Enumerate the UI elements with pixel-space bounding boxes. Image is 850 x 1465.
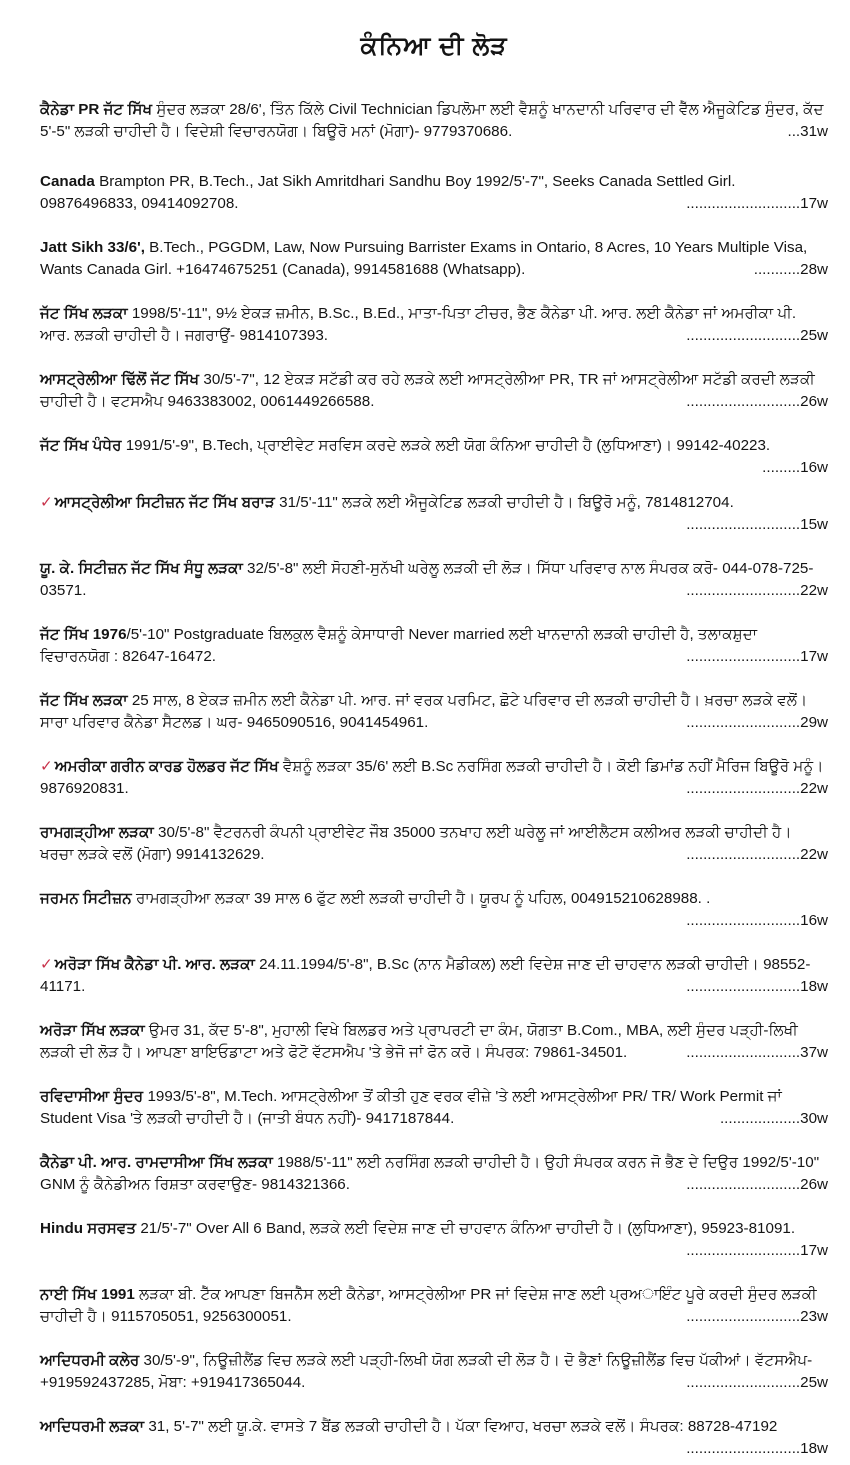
classified-ad: [40, 558, 828, 602]
classified-ad: [40, 171, 828, 215]
ad-reference-code: ...........................17w: [686, 195, 828, 212]
classified-ad: [40, 1284, 828, 1328]
classified-ad: [40, 237, 828, 281]
ad-reference-code: ...........................18w: [686, 978, 828, 995]
ad-headline: ਜੱਟ ਸਿੱਖ 1976: [40, 626, 127, 643]
ad-reference-code: ...........................37w: [686, 1044, 828, 1061]
ad-text: ਰਾਮਗੜ੍ਹੀਆ ਲੜਕਾ 39 ਸਾਲ 6 ਫੁੱਟ ਲਈ ਲੜਕੀ ਚਾਹੀਦੀ ਹੈ। ਯੂਰਪ ਨੂੰ ਪਹਿਲ, 004915210628988. .: [131, 890, 711, 907]
ad-reference-code: ...........................15w: [686, 516, 828, 533]
ad-text: ਲੜਕਾ ਬੀ. ਟੈੱਕ ਆਪਣਾ ਬਿਜਨੈੱਸ ਲਈ ਕੈਨੇਡਾ, ਆਸਟ੍ਰੇਲੀਆ PR ਜਾਂ ਵਿਦੇਸ਼ ਜਾਣ ਲਈ ਪ੍ਰਅਾਇੰਟ ਪੂਰੇ ਕਰਦੀ ਸੁੰਦਰ ਲੜਕੀ ਚਾਹੀਦੀ ਹੈ। 9115705051, 9256300051.: [40, 1286, 817, 1325]
ad-reference-code: ...........................26w: [686, 1176, 828, 1193]
ad-headline: ਆਸਟ੍ਰੇਲੀਆ ਢਿੱਲੋਂ ਜੱਟ ਸਿੱਖ: [40, 371, 200, 388]
ad-headline: ਅਰੋੜਾ ਸਿੱਖ ਲੜਕਾ: [40, 1022, 145, 1039]
ad-reference-code: ...........................22w: [686, 846, 828, 863]
checkmark-icon: ✓: [40, 494, 53, 511]
ad-text: 32/5'-8" ਲਈ ਸੋਹਣੀ-ਸੁਨੱਖੀ ਘਰੇਲੂ ਲੜਕੀ ਦੀ ਲੋੜ। ਸਿੱਧਾ ਪਰਿਵਾਰ ਨਾਲ ਸੰਪਰਕ ਕਰੋ- 044-078-725-03571.: [40, 560, 814, 599]
ad-headline: ਜੱਟ ਸਿੱਖ ਲੜਕਾ: [40, 692, 128, 709]
ad-reference-code: ...........28w: [753, 261, 828, 278]
ad-reference-code: ...........................22w: [686, 780, 828, 797]
ad-headline: ਰਵਿਦਾਸੀਆ ਸੁੰਦਰ: [40, 1088, 144, 1105]
ad-text: 30/5'-9", ਨਿਊਜ਼ੀਲੈਂਡ ਵਿਚ ਲੜਕੇ ਲਈ ਪੜ੍ਹੀ-ਲਿਖੀ ਯੋਗ ਲੜਕੀ ਦੀ ਲੋੜ ਹੈ। ਦੋ ਭੈਣਾਂ ਨਿਊਜ਼ੀਲੈਂਡ ਵਿਚ ਪੱਕੀਆਂ। ਵੱਟਸਐਪ- +919592437285, ਮੋਬਾ: +919417365044.: [40, 1352, 813, 1391]
ad-text: 1991/5'-9", B.Tech, ਪ੍ਰਾਈਵੇਟ ਸਰਵਿਸ ਕਰਦੇ ਲੜਕੇ ਲਈ ਯੋਗ ਕੰਨਿਆ ਚਾਹੀਦੀ ਹੈ (ਲੁਧਿਆਣਾ)। 99142-40223.: [121, 437, 771, 454]
ad-headline: ਅਰੋੜਾ ਸਿੱਖ ਕੈਨੇਡਾ ਪੀ. ਆਰ. ਲੜਕਾ: [54, 956, 255, 973]
ad-reference-code: .........16w: [762, 459, 828, 476]
ad-text: 31/5'-11" ਲੜਕੇ ਲਈ ਐਜੂਕੇਟਿਡ ਲੜਕੀ ਚਾਹੀਦੀ ਹੈ। ਬਿਊਰੋ ਮਨੂੰ, 7814812704.: [274, 494, 734, 511]
ad-text: B.Tech., PGGDM, Law, Now Pursuing Barrister Exams in Ontario, 8 Acres, 10 Years Multiple Visa, Wants Canada Girl. +16474675251 (Canada), 9914581688 (Whatsapp).: [40, 239, 808, 278]
classified-ad: [40, 1020, 828, 1064]
ad-headline: ਜੱਟ ਸਿੱਖ ਲੜਕਾ: [40, 305, 128, 322]
ad-reference-code: ...........................25w: [686, 327, 828, 344]
ad-headline: ਯੂ. ਕੇ. ਸਿਟੀਜ਼ਨ ਜੱਟ ਸਿੱਖ ਸੰਧੂ ਲੜਕਾ: [40, 560, 243, 577]
classified-ad: [40, 822, 828, 866]
ad-reference-code: ...31w: [787, 123, 828, 140]
ad-headline: ਰਾਮਗੜ੍ਹੀਆ ਲੜਕਾ: [40, 824, 154, 841]
ad-text: ਸੁੰਦਰ ਲੜਕਾ 28/6', ਤਿੰਨ ਕਿੱਲੇ Civil Technician ਡਿਪਲੋਮਾ ਲਈ ਵੈਸ਼ਨੂੰ ਖਾਨਦਾਨੀ ਪਰਿਵਾਰ ਦੀ ਵੈੱਲ ਐਜੂਕੇਟਿਡ ਸੁੰਦਰ, ਕੱਦ 5'-5" ਲੜਕੀ ਚਾਹੀਦੀ ਹੈ। ਵਿਦੇਸ਼ੀ ਵਿਚਾਰਨਯੋਗ। ਬਿਊਰੋ ਮਨਾਂ (ਮੋਗਾ)- 9779370686.: [40, 101, 824, 140]
ad-reference-code: ...................30w: [719, 1110, 828, 1127]
classified-ad: [40, 492, 828, 536]
ad-reference-code: ...........................16w: [686, 912, 828, 929]
ad-headline: Jatt Sikh 33/6',: [40, 239, 145, 256]
ad-text: ਵੈਸ਼ਨੂੰ ਲੜਕਾ 35/6' ਲਈ B.Sc ਨਰਸਿੰਗ ਲੜਕੀ ਚਾਹੀਦੀ ਹੈ। ਕੋਈ ਡਿਮਾਂਡ ਨਹੀਂ ਮੈਰਿਜ ਬਿਊਰੋ ਮਨੂੰ। 9876920831.: [40, 758, 824, 797]
ad-headline: ਜਰਮਨ ਸਿਟੀਜ਼ਨ: [40, 890, 132, 907]
ad-headline: Canada: [40, 173, 95, 190]
ad-reference-code: ...........................29w: [686, 714, 828, 731]
ad-text: 25 ਸਾਲ, 8 ਏਕੜ ਜ਼ਮੀਨ ਲਈ ਕੈਨੇਡਾ ਪੀ. ਆਰ. ਜਾਂ ਵਰਕ ਪਰਮਿਟ, ਛੋਟੇ ਪਰਿਵਾਰ ਦੀ ਲੜਕੀ ਚਾਹੀਦੀ ਹੈ। ਖ਼ਰਚਾ ਲੜਕੇ ਵਲੋਂ। ਸਾਰਾ ਪਰਿਵਾਰ ਕੈਨੇਡਾ ਸੈਟਲਡ। ਘਰ- 9465090516, 9041454961.: [40, 692, 808, 731]
classified-ad: [40, 624, 828, 668]
classified-ad: [40, 369, 828, 413]
ad-headline: ਆਦਿਧਰਮੀ ਲੜਕਾ: [40, 1418, 145, 1435]
ad-reference-code: ...........................17w: [686, 1242, 828, 1259]
ad-headline: ਕੈਨੇਡਾ ਪੀ. ਆਰ. ਰਾਮਦਾਸੀਆ ਸਿੱਖ ਲੜਕਾ: [40, 1154, 273, 1171]
ad-headline: ਕੈਨੇਡਾ PR ਜੱਟ ਸਿੱਖ: [40, 101, 153, 118]
ad-text: 30/5'-8" ਵੈਟਰਨਰੀ ਕੰਪਨੀ ਪ੍ਰਾਈਵੇਟ ਜੌਬ 35000 ਤਨਖਾਹ ਲਈ ਘਰੇਲੂ ਜਾਂ ਆਈਲੈਟਸ ਕਲੀਅਰ ਲੜਕੀ ਚਾਹੀਦੀ ਹੈ। ਖਰਚਾ ਲੜਕੇ ਵਲੋਂ (ਮੋਗਾ) 9914132629.: [40, 824, 792, 863]
page-title: ਕੰਨਿਆ ਦੀ ਲੋੜ: [360, 32, 508, 60]
ad-text: ਉਮਰ 31, ਕੱਦ 5'-8", ਮੁਹਾਲੀ ਵਿਖੇ ਬਿਲਡਰ ਅਤੇ ਪ੍ਰਾਪਰਟੀ ਦਾ ਕੰਮ, ਯੋਗਤਾ B.Com., MBA, ਲਈ ਸੁੰਦਰ ਪੜ੍ਹੀ-ਲਿਖੀ ਲੜਕੀ ਦੀ ਲੋੜ ਹੈ। ਆਪਣਾ ਬਾਇਓਡਾਟਾ ਅਤੇ ਫੋਟੋ ਵੱਟਸਐਪ 'ਤੇ ਭੇਜੋ ਜਾਂ ਫੋਨ ਕਰੋ। ਸੰਪਰਕ: 79861-34501.: [40, 1022, 798, 1061]
classified-ad: [40, 99, 828, 143]
classified-ad: [40, 1152, 828, 1196]
ad-headline: Hindu ਸਰਸਵਤ: [40, 1220, 137, 1237]
classified-ad: [40, 1416, 828, 1460]
ad-headline: ਆਦਿਧਰਮੀ ਕਲੇਰ: [40, 1352, 140, 1369]
ad-reference-code: ...........................17w: [686, 648, 828, 665]
classified-ad: [40, 756, 828, 800]
ad-reference-code: ...........................25w: [686, 1374, 828, 1391]
ad-text: 31, 5'-7" ਲਈ ਯੂ.ਕੇ. ਵਾਸਤੇ 7 ਬੈਂਡ ਲੜਕੀ ਚਾਹੀਦੀ ਹੈ। ਪੱਕਾ ਵਿਆਹ, ਖਰਚਾ ਲੜਕੇ ਵਲੋਂ। ਸੰਪਰਕ: 88728-47192: [144, 1418, 778, 1435]
ad-reference-code: ...........................18w: [686, 1440, 828, 1457]
ad-text: 30/5'-7", 12 ਏਕੜ ਸਟੱਡੀ ਕਰ ਰਹੇ ਲੜਕੇ ਲਈ ਆਸਟ੍ਰੇਲੀਆ PR, TR ਜਾਂ ਆਸਟ੍ਰੇਲੀਆ ਸਟੱਡੀ ਕਰਦੀ ਲੜਕੀ ਚਾਹੀਦੀ ਹੈ। ਵਟਸਐਪ 9463383002, 0061449266588.: [40, 371, 815, 410]
classified-ad: [40, 1350, 828, 1394]
ad-text: 1988/5'-11" ਲਈ ਨਰਸਿੰਗ ਲੜਕੀ ਚਾਹੀਦੀ ਹੈ। ਉਹੀ ਸੰਪਰਕ ਕਰਨ ਜੋ ਭੈਣ ਦੇ ਦਿਉਰ 1992/5'-10" GNM ਨੂੰ ਕੈਨੇਡੀਅਨ ਰਿਸ਼ਤਾ ਕਰਵਾਉਣ- 9814321366.: [40, 1154, 820, 1193]
classified-ad: [40, 1086, 828, 1130]
ad-headline: ਜੱਟ ਸਿੱਖ ਪੰਧੇਰ: [40, 437, 122, 454]
ad-text: Brampton PR, B.Tech., Jat Sikh Amritdhari Sandhu Boy 1992/5'-7", Seeks Canada Settled Girl. 09876496833, 09414092708.: [40, 173, 736, 212]
ad-headline: ਨਾਈ ਸਿੱਖ 1991: [40, 1286, 135, 1303]
ad-text: /5'-10" Postgraduate ਬਿਲਕੁਲ ਵੈਸ਼ਨੂੰ ਕੇਸਾਧਾਰੀ Never married ਲਈ ਖਾਨਦਾਨੀ ਲੜਕੀ ਚਾਹੀਦੀ ਹੈ, ਤਲਾਕਸ਼ੁਦਾ ਵਿਚਾਰਨਯੋਗ : 82647-16472.: [40, 626, 758, 665]
ad-text: 1993/5'-8", M.Tech. ਆਸਟ੍ਰੇਲੀਆ ਤੋਂ ਕੀਤੀ ਹੁਣ ਵਰਕ ਵੀਜ਼ੇ 'ਤੇ ਲਈ ਆਸਟ੍ਰੇਲੀਆ PR/ TR/ Work Permit ਜਾਂ Student Visa 'ਤੇ ਲੜਕੀ ਚਾਹੀਦੀ ਹੈ। (ਜਾਤੀ ਬੰਧਨ ਨਹੀਂ)- 9417187844.: [40, 1088, 782, 1127]
ad-text: 1998/5'-11", 9½ ਏਕੜ ਜ਼ਮੀਨ, B.Sc., B.Ed., ਮਾਤਾ-ਪਿਤਾ ਟੀਚਰ, ਭੈਣ ਕੈਨੇਡਾ ਪੀ. ਆਰ. ਲਈ ਕੈਨੇਡਾ ਜਾਂ ਅਮਰੀਕਾ ਪੀ. ਆਰ. ਲੜਕੀ ਚਾਹੀਦੀ ਹੈ। ਜਗਰਾਉਂ- 9814107393.: [40, 305, 797, 344]
ads-list: [40, 99, 828, 1460]
checkmark-icon: ✓: [40, 758, 53, 775]
ad-headline: ਅਮਰੀਕਾ ਗਰੀਨ ਕਾਰਡ ਹੋਲਡਰ ਜੱਟ ਸਿੱਖ: [54, 758, 279, 775]
ad-text: 24.11.1994/5'-8", B.Sc (ਨਾਨ ਮੈਡੀਕਲ) ਲਈ ਵਿਦੇਸ਼ ਜਾਣ ਦੀ ਚਾਹਵਾਨ ਲੜਕੀ ਚਾਹੀਦੀ। 98552-41171.: [40, 956, 811, 995]
ad-text: 21/5'-7" Over All 6 Band, ਲੜਕੇ ਲਈ ਵਿਦੇਸ਼ ਜਾਣ ਦੀ ਚਾਹਵਾਨ ਕੰਨਿਆ ਚਾਹੀਦੀ ਹੈ। (ਲੁਧਿਆਣਾ), 95923-81091.: [136, 1220, 796, 1237]
classified-ad: [40, 303, 828, 347]
ad-reference-code: ...........................23w: [686, 1308, 828, 1325]
classified-ad: [40, 888, 828, 932]
checkmark-icon: ✓: [40, 956, 53, 973]
ad-headline: ਆਸਟ੍ਰੇਲੀਆ ਸਿਟੀਜ਼ਨ ਜੱਟ ਸਿੱਖ ਬਰਾੜ: [54, 494, 275, 511]
ad-reference-code: ...........................26w: [686, 393, 828, 410]
ad-reference-code: ...........................22w: [686, 582, 828, 599]
classified-ad: [40, 435, 828, 479]
classified-ad: [40, 690, 828, 734]
classified-ad: [40, 954, 828, 998]
classified-ad: [40, 1218, 828, 1262]
